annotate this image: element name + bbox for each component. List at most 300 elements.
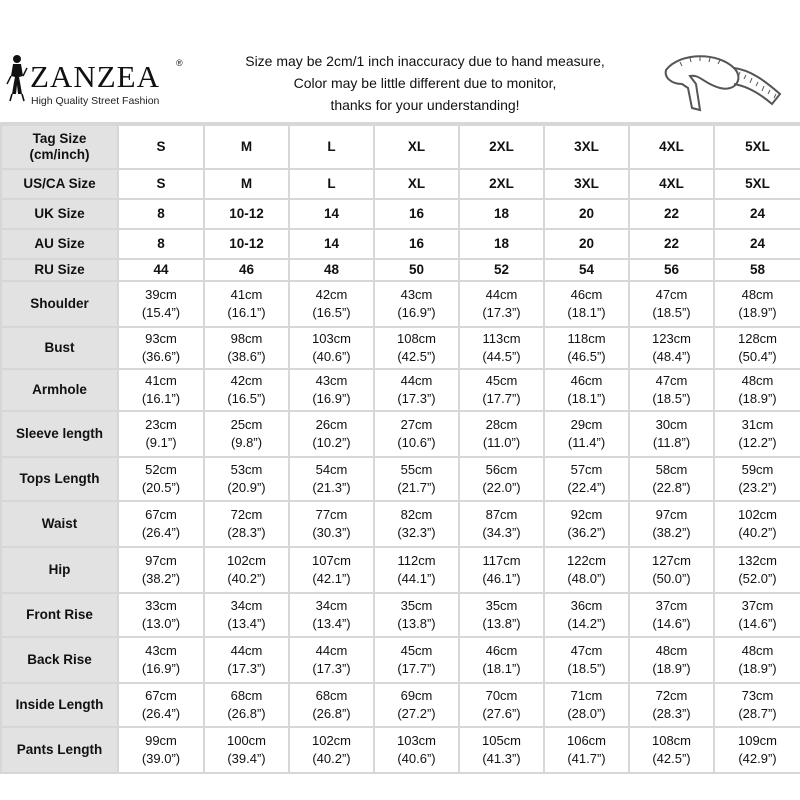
- inch-value: (18.9”): [738, 661, 777, 676]
- inch-value: (40.2”): [738, 525, 777, 540]
- cm-value: 106cm: [566, 733, 607, 748]
- inch-value: (40.2”): [227, 571, 266, 586]
- measurement-cell: [374, 547, 459, 593]
- inch-value: (40.2”): [312, 751, 351, 766]
- inch-value: (42.9”): [738, 751, 777, 766]
- cm-value: 70cm: [485, 688, 518, 703]
- inch-value: (26.8”): [312, 706, 351, 721]
- inch-value: (32.3”): [397, 525, 436, 540]
- cm-value: 48cm: [741, 373, 774, 388]
- brand-logo: [0, 44, 200, 122]
- cm-value: 42cm: [230, 373, 263, 388]
- measurement-cell: [459, 411, 544, 457]
- measurement-cell: [289, 369, 374, 411]
- cm-value: 53cm: [230, 462, 263, 477]
- measurement-cell: [714, 501, 800, 547]
- measurement-row: [1, 457, 800, 501]
- size-cell: 16: [374, 199, 459, 229]
- cm-value: 41cm: [230, 287, 263, 302]
- inch-value: (17.3”): [312, 661, 351, 676]
- measurement-cell: [204, 683, 289, 727]
- inch-value: (28.3”): [227, 525, 266, 540]
- measurement-cell: [204, 547, 289, 593]
- size-cell: 14: [289, 199, 374, 229]
- cm-value: 34cm: [230, 598, 263, 613]
- inch-value: (21.3”): [312, 480, 351, 495]
- cm-value: 48cm: [741, 287, 774, 302]
- row-header: RU Size: [1, 259, 118, 281]
- row-header: Pants Length: [1, 727, 118, 773]
- measurement-cell: [629, 369, 714, 411]
- measurement-cell: [374, 457, 459, 501]
- tape-cell: [650, 44, 800, 122]
- inch-value: (50.0”): [652, 571, 691, 586]
- inch-value: (27.6”): [482, 706, 521, 721]
- row-header: Back Rise: [1, 637, 118, 683]
- measurement-cell: [289, 501, 374, 547]
- cm-value: 67cm: [145, 507, 177, 522]
- size-cell: L: [289, 169, 374, 199]
- measurement-cell: [374, 369, 459, 411]
- measurement-cell: [714, 281, 800, 327]
- size-row: [1, 199, 800, 229]
- measurement-cell: [204, 281, 289, 327]
- inch-value: (38.6”): [227, 349, 266, 364]
- measurement-cell: [629, 593, 714, 637]
- cm-value: 59cm: [741, 462, 774, 477]
- cm-value: 123cm: [651, 331, 692, 346]
- cm-value: 71cm: [570, 688, 603, 703]
- cm-value: 93cm: [145, 331, 177, 346]
- inch-value: (18.9”): [652, 661, 691, 676]
- measurement-cell: [459, 683, 544, 727]
- measurement-cell: [714, 727, 800, 773]
- inch-value: (34.3”): [482, 525, 521, 540]
- cm-value: 30cm: [655, 417, 688, 432]
- inch-value: (52.0”): [738, 571, 777, 586]
- inch-value: (21.7”): [397, 480, 436, 495]
- inch-value: (36.2”): [567, 525, 606, 540]
- cm-value: 92cm: [570, 507, 603, 522]
- size-cell: 8: [118, 229, 204, 259]
- measurement-rows: [1, 281, 800, 773]
- inch-value: (18.1”): [482, 661, 521, 676]
- measurement-cell: [374, 727, 459, 773]
- measurement-cell: [459, 281, 544, 327]
- cm-value: 117cm: [482, 553, 521, 568]
- size-cell: 24: [714, 229, 800, 259]
- cm-value: 43cm: [400, 287, 433, 302]
- measurement-cell: [374, 683, 459, 727]
- cm-value: 77cm: [315, 507, 348, 522]
- measurement-cell: [629, 411, 714, 457]
- size-row: [1, 169, 800, 199]
- cm-value: 56cm: [485, 462, 518, 477]
- inch-value: (44.1”): [397, 571, 436, 586]
- row-header: Tops Length: [1, 457, 118, 501]
- measurement-cell: [714, 411, 800, 457]
- inch-value: (26.4”): [141, 706, 181, 721]
- inch-value: (13.0”): [141, 616, 181, 631]
- cm-value: 128cm: [737, 331, 778, 346]
- measurement-row: [1, 327, 800, 369]
- cm-value: 26cm: [315, 417, 348, 432]
- inch-value: (27.2”): [397, 706, 436, 721]
- brand-name: ZANZEA: [30, 59, 160, 94]
- cm-value: 48cm: [655, 643, 688, 658]
- inch-value: (18.5”): [652, 305, 691, 320]
- size-cell: 54: [544, 259, 629, 281]
- cm-value: 52cm: [145, 462, 177, 477]
- measurement-cell: [544, 593, 629, 637]
- size-row: [1, 259, 800, 281]
- cm-value: 72cm: [230, 507, 263, 522]
- inch-value: (50.4”): [738, 349, 777, 364]
- cm-value: 36cm: [570, 598, 603, 613]
- size-cell: 8: [118, 199, 204, 229]
- inch-value: (15.4”): [141, 305, 181, 320]
- size-cell: 18: [459, 199, 544, 229]
- measurement-cell: [629, 637, 714, 683]
- cm-value: 97cm: [145, 553, 177, 568]
- measurement-cell: [714, 457, 800, 501]
- inch-value: (17.7”): [397, 661, 436, 676]
- inch-value: (16.9”): [141, 661, 181, 676]
- cm-value: 34cm: [315, 598, 348, 613]
- cm-value: 31cm: [741, 417, 774, 432]
- cm-value: 46cm: [485, 643, 518, 658]
- measurement-cell: [118, 547, 204, 593]
- cm-value: 87cm: [485, 507, 518, 522]
- cm-value: 108cm: [396, 331, 437, 346]
- measurement-cell: [118, 637, 204, 683]
- measurement-cell: [544, 727, 629, 773]
- measurement-cell: [459, 637, 544, 683]
- measurement-cell: [204, 593, 289, 637]
- inch-value: (14.2”): [567, 616, 606, 631]
- inch-value: (28.7”): [738, 706, 777, 721]
- size-cell: 16: [374, 229, 459, 259]
- tape-measure-icon: [660, 48, 785, 116]
- measurement-cell: [374, 411, 459, 457]
- inch-value: (18.5”): [567, 661, 606, 676]
- inch-value: (46.1”): [482, 571, 521, 586]
- cm-value: 44cm: [485, 287, 518, 302]
- size-cell: 44: [118, 259, 204, 281]
- inch-value: (22.8”): [652, 480, 691, 495]
- measurement-cell: [459, 457, 544, 501]
- measurement-cell: [374, 327, 459, 369]
- size-cell: S: [118, 125, 204, 169]
- measurement-cell: [374, 501, 459, 547]
- notice-line: thanks for your understanding!: [330, 97, 520, 113]
- measurement-cell: [118, 327, 204, 369]
- inch-value: (39.4”): [227, 751, 266, 766]
- measurement-cell: [374, 593, 459, 637]
- size-cell: L: [289, 125, 374, 169]
- measurement-cell: [544, 637, 629, 683]
- measurement-cell: [289, 457, 374, 501]
- cm-value: 29cm: [570, 417, 603, 432]
- cm-value: 47cm: [655, 287, 688, 302]
- size-cell: 5XL: [714, 125, 800, 169]
- measurement-cell: [544, 547, 629, 593]
- chart-header: [0, 44, 800, 124]
- size-cell: 2XL: [459, 169, 544, 199]
- inch-value: (41.7”): [567, 751, 606, 766]
- size-cell: 2XL: [459, 125, 544, 169]
- inch-value: (48.0”): [567, 571, 606, 586]
- measurement-cell: [204, 501, 289, 547]
- inch-value: (12.2”): [738, 435, 777, 450]
- cm-value: 112cm: [397, 553, 436, 568]
- measurement-cell: [714, 327, 800, 369]
- size-cell: 14: [289, 229, 374, 259]
- cm-value: 44cm: [230, 643, 263, 658]
- measurement-cell: [289, 411, 374, 457]
- inch-value: (20.9”): [227, 480, 266, 495]
- inch-value: (16.1”): [141, 391, 181, 406]
- size-cell: 3XL: [544, 125, 629, 169]
- measurement-cell: [544, 457, 629, 501]
- inch-value: (42.1”): [312, 571, 351, 586]
- cm-value: 23cm: [145, 417, 177, 432]
- cm-value: 37cm: [655, 598, 688, 613]
- cm-value: 102cm: [226, 553, 267, 568]
- inch-value: (18.1”): [567, 305, 606, 320]
- measurement-row: [1, 547, 800, 593]
- size-cell: 20: [544, 199, 629, 229]
- measurement-cell: [629, 281, 714, 327]
- fashion-figure-icon: [4, 54, 30, 104]
- inch-value: (22.4”): [567, 480, 606, 495]
- measurement-cell: [289, 637, 374, 683]
- cm-value: 102cm: [737, 507, 778, 522]
- measurement-cell: [204, 327, 289, 369]
- measurement-cell: [544, 281, 629, 327]
- measurement-row: [1, 501, 800, 547]
- inch-value: (39.0”): [141, 751, 181, 766]
- measurement-cell: [289, 683, 374, 727]
- row-header: Armhole: [1, 369, 118, 411]
- measurement-cell: [204, 457, 289, 501]
- inch-value: (30.3”): [312, 525, 351, 540]
- size-chart: [0, 44, 800, 774]
- measurement-cell: [544, 369, 629, 411]
- inch-value: (16.9”): [312, 391, 351, 406]
- inch-value: (14.6”): [652, 616, 691, 631]
- inch-value: (10.6”): [397, 435, 436, 450]
- inch-value: (9.1”): [145, 435, 177, 450]
- inch-value: (18.9”): [738, 391, 777, 406]
- measurement-cell: [118, 593, 204, 637]
- measurement-cell: [204, 637, 289, 683]
- cm-value: 27cm: [400, 417, 433, 432]
- measurement-row: [1, 593, 800, 637]
- row-header: Inside Length: [1, 683, 118, 727]
- measurement-cell: [118, 369, 204, 411]
- cm-value: 132cm: [737, 553, 778, 568]
- cm-value: 43cm: [145, 643, 177, 658]
- measurement-cell: [714, 369, 800, 411]
- cm-value: 35cm: [485, 598, 518, 613]
- inch-value: (46.5”): [567, 349, 606, 364]
- measurement-row: [1, 727, 800, 773]
- cm-value: 42cm: [315, 287, 348, 302]
- size-cell: 58: [714, 259, 800, 281]
- cm-value: 45cm: [400, 643, 433, 658]
- cm-value: 82cm: [400, 507, 433, 522]
- size-cell: 4XL: [629, 169, 714, 199]
- inch-value: (44.5”): [482, 349, 521, 364]
- measurement-cell: [459, 327, 544, 369]
- size-cell: M: [204, 169, 289, 199]
- measurement-cell: [204, 369, 289, 411]
- inch-value: (42.5”): [652, 751, 691, 766]
- measurement-row: [1, 637, 800, 683]
- size-cell: 10-12: [204, 229, 289, 259]
- size-cell: 46: [204, 259, 289, 281]
- measurement-cell: [118, 281, 204, 327]
- measurement-cell: [204, 727, 289, 773]
- inch-value: (28.0”): [567, 706, 606, 721]
- cm-value: 102cm: [311, 733, 352, 748]
- measurement-row: [1, 411, 800, 457]
- cm-value: 72cm: [655, 688, 688, 703]
- inch-value: (22.0”): [482, 480, 521, 495]
- inch-value: (26.8”): [227, 706, 266, 721]
- inch-value: (16.5”): [227, 391, 266, 406]
- inch-value: (11.0”): [482, 435, 521, 450]
- measurement-cell: [289, 547, 374, 593]
- cm-value: 108cm: [651, 733, 692, 748]
- inch-value: (48.4”): [652, 349, 691, 364]
- row-header: Shoulder: [1, 281, 118, 327]
- row-header: Bust: [1, 327, 118, 369]
- measurement-cell: [629, 683, 714, 727]
- cm-value: 55cm: [400, 462, 433, 477]
- inch-value: (41.3”): [482, 751, 521, 766]
- cm-value: 41cm: [145, 373, 177, 388]
- inch-value: (38.2”): [141, 571, 181, 586]
- row-header: Tag Size (cm/inch): [1, 125, 118, 169]
- inch-value: (18.9”): [738, 305, 777, 320]
- cm-value: 25cm: [230, 417, 263, 432]
- cm-value: 37cm: [741, 598, 774, 613]
- measurement-cell: [629, 457, 714, 501]
- row-header: UK Size: [1, 199, 118, 229]
- cm-value: 45cm: [485, 373, 518, 388]
- registered-mark: ®: [176, 58, 183, 68]
- inch-value: (16.5”): [312, 305, 351, 320]
- inch-value: (13.4”): [227, 616, 266, 631]
- size-cell: XL: [374, 169, 459, 199]
- measurement-cell: [544, 501, 629, 547]
- size-cell: 22: [629, 199, 714, 229]
- inch-value: (16.1”): [227, 305, 266, 320]
- measurement-cell: [714, 547, 800, 593]
- size-cell: 18: [459, 229, 544, 259]
- cm-value: 122cm: [566, 553, 607, 568]
- measurement-cell: [289, 327, 374, 369]
- inch-value: (14.6”): [738, 616, 777, 631]
- size-table: [0, 124, 800, 774]
- cm-value: 48cm: [741, 643, 774, 658]
- cm-value: 47cm: [655, 373, 688, 388]
- measurement-row: [1, 369, 800, 411]
- cm-value: 69cm: [400, 688, 433, 703]
- inch-value: (18.1”): [567, 391, 606, 406]
- cm-value: 97cm: [655, 507, 688, 522]
- measurement-notice: [200, 44, 650, 122]
- inch-value: (17.3”): [397, 391, 436, 406]
- measurement-cell: [544, 411, 629, 457]
- inch-value: (13.4”): [312, 616, 351, 631]
- cm-value: 113cm: [482, 331, 521, 346]
- measurement-cell: [204, 411, 289, 457]
- measurement-cell: [118, 411, 204, 457]
- measurement-cell: [714, 593, 800, 637]
- row-header: Waist: [1, 501, 118, 547]
- cm-value: 98cm: [230, 331, 263, 346]
- measurement-cell: [714, 637, 800, 683]
- measurement-cell: [714, 683, 800, 727]
- size-cell: 56: [629, 259, 714, 281]
- size-cell: 22: [629, 229, 714, 259]
- size-row: [1, 229, 800, 259]
- measurement-cell: [459, 369, 544, 411]
- size-cell: 5XL: [714, 169, 800, 199]
- measurement-cell: [374, 637, 459, 683]
- row-header: AU Size: [1, 229, 118, 259]
- cm-value: 46cm: [570, 373, 603, 388]
- size-cell: 24: [714, 199, 800, 229]
- inch-value: (13.8”): [482, 616, 521, 631]
- inch-value: (26.4”): [141, 525, 181, 540]
- measurement-cell: [459, 501, 544, 547]
- measurement-cell: [289, 281, 374, 327]
- cm-value: 105cm: [481, 733, 522, 748]
- inch-value: (17.3”): [227, 661, 266, 676]
- measurement-cell: [374, 281, 459, 327]
- inch-value: (28.3”): [652, 706, 691, 721]
- cm-value: 68cm: [230, 688, 263, 703]
- measurement-cell: [459, 593, 544, 637]
- brand-tagline: High Quality Street Fashion: [31, 95, 160, 107]
- inch-value: (20.5”): [141, 480, 181, 495]
- row-header: Sleeve length: [1, 411, 118, 457]
- cm-value: 103cm: [396, 733, 437, 748]
- size-cell: 50: [374, 259, 459, 281]
- cm-value: 39cm: [145, 287, 177, 302]
- inch-value: (17.7”): [482, 391, 521, 406]
- measurement-cell: [629, 327, 714, 369]
- measurement-cell: [459, 727, 544, 773]
- size-cell: XL: [374, 125, 459, 169]
- cm-value: 35cm: [400, 598, 433, 613]
- measurement-cell: [459, 547, 544, 593]
- inch-value: (42.5”): [397, 349, 436, 364]
- size-rows: [1, 125, 800, 281]
- size-cell: 10-12: [204, 199, 289, 229]
- cm-value: 68cm: [315, 688, 348, 703]
- inch-value: (11.4”): [567, 435, 606, 450]
- cm-value: 44cm: [400, 373, 433, 388]
- measurement-row: [1, 281, 800, 327]
- inch-value: (10.2”): [312, 435, 351, 450]
- cm-value: 109cm: [737, 733, 778, 748]
- inch-value: (16.9”): [397, 305, 436, 320]
